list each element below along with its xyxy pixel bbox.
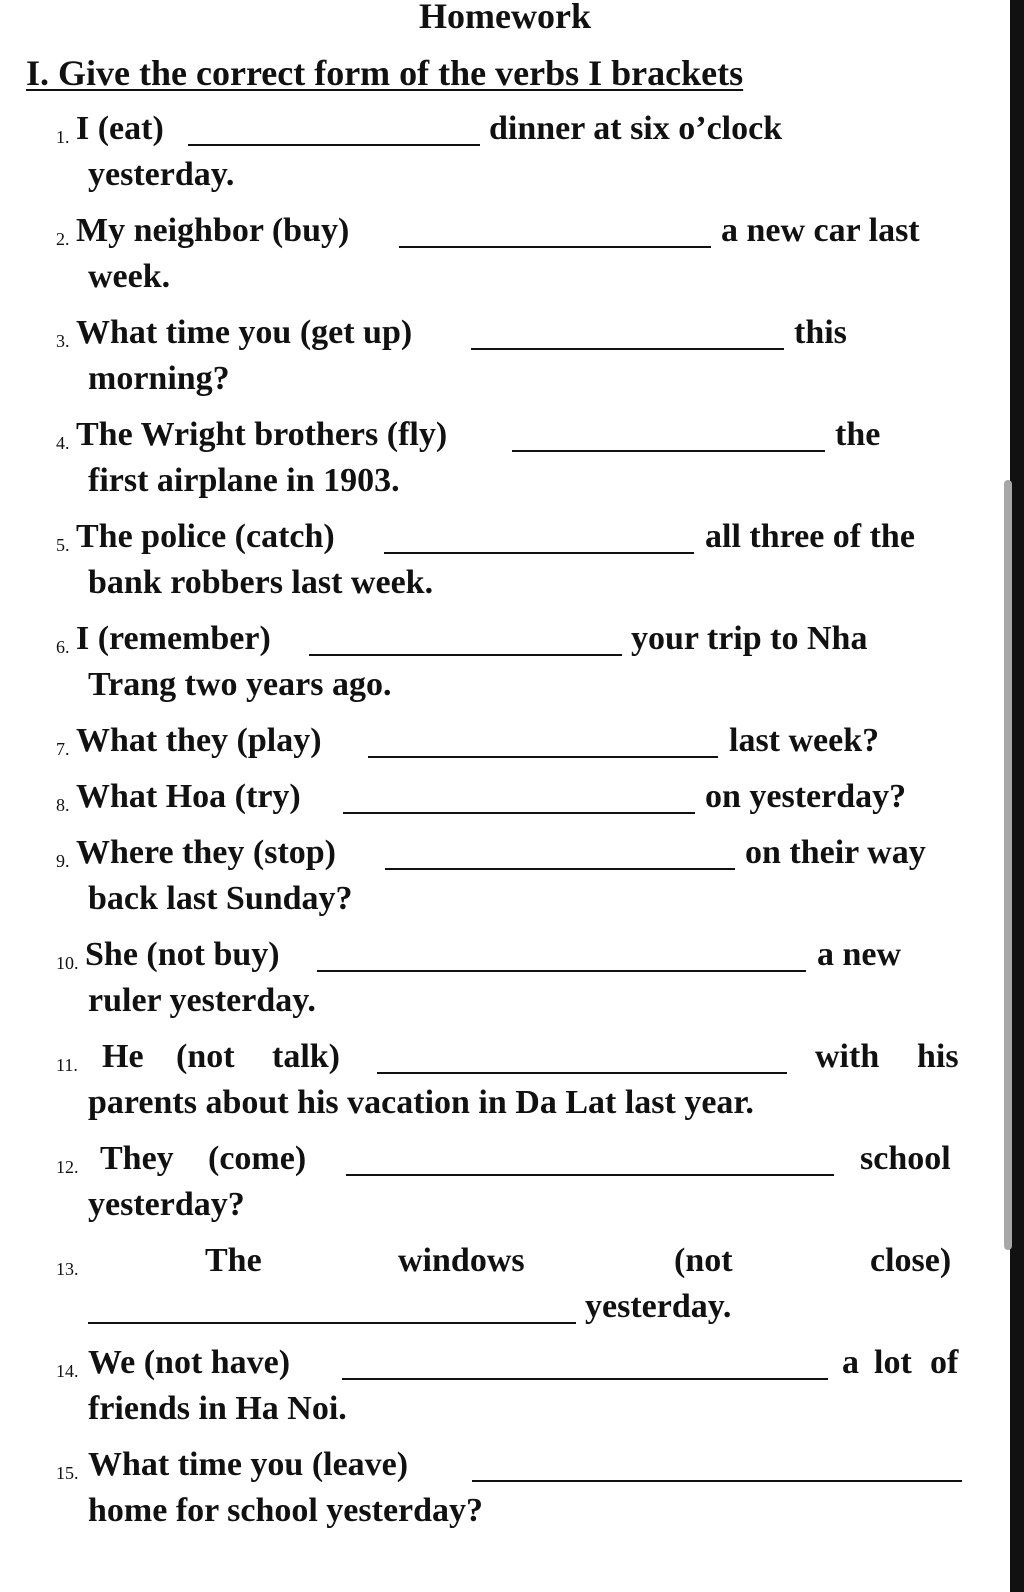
- question-number: 7.: [56, 739, 70, 759]
- question-prompt: I (eat): [76, 110, 164, 147]
- answer-blank[interactable]: [346, 1136, 834, 1176]
- question-3: [0, 310, 1010, 402]
- answer-blank[interactable]: [384, 514, 694, 554]
- question-text-after: this: [794, 314, 847, 351]
- question-text-after: school: [860, 1140, 951, 1177]
- question-prompt: What Hoa (try): [76, 778, 301, 815]
- question-8: [0, 774, 1010, 820]
- question-continuation: morning?: [88, 360, 230, 397]
- question-number: 11.: [56, 1055, 78, 1075]
- section-heading: I. Give the correct form of the verbs I brackets: [26, 53, 744, 93]
- question-prompt: I (remember): [76, 620, 271, 657]
- question-word: of: [930, 1344, 959, 1381]
- question-prompt: What time you (leave): [88, 1446, 409, 1483]
- answer-blank[interactable]: [472, 1442, 962, 1482]
- question-word: talk): [272, 1038, 340, 1075]
- answer-blank[interactable]: [512, 412, 825, 452]
- question-2: [0, 208, 1010, 300]
- question-1: [0, 106, 1010, 198]
- question-prompt: What time you (get up): [76, 314, 413, 351]
- question-text-after: a new car last: [721, 212, 920, 249]
- question-number: 1.: [56, 127, 70, 147]
- answer-blank[interactable]: [399, 208, 711, 248]
- answer-blank[interactable]: [368, 718, 718, 758]
- question-9: [0, 830, 1010, 922]
- question-continuation: first airplane in 1903.: [88, 462, 400, 499]
- question-text-after: on their way: [745, 834, 926, 871]
- question-number: 2.: [56, 229, 70, 249]
- question-continuation: home for school yesterday?: [88, 1492, 484, 1529]
- question-number: 15.: [56, 1463, 79, 1483]
- question-word: (come): [208, 1140, 307, 1177]
- question-word: They: [100, 1140, 174, 1177]
- question-word: He: [102, 1038, 144, 1075]
- question-13: [0, 1238, 1010, 1330]
- question-continuation: week.: [88, 258, 171, 295]
- question-continuation: yesterday.: [88, 156, 235, 193]
- question-word: The: [205, 1242, 262, 1279]
- scrollbar-track[interactable]: [1010, 0, 1024, 1592]
- question-number: 10.: [56, 953, 79, 973]
- question-text-after: your trip to Nha: [631, 620, 868, 657]
- answer-blank[interactable]: [317, 932, 806, 972]
- question-number: 8.: [56, 795, 70, 815]
- question-number: 5.: [56, 535, 70, 555]
- answer-blank[interactable]: [377, 1034, 787, 1074]
- question-continuation: yesterday.: [585, 1288, 732, 1325]
- question-prompt: Where they (stop): [76, 834, 336, 871]
- answer-blank[interactable]: [309, 616, 622, 656]
- question-text-after: all three of the: [705, 518, 915, 555]
- question-text-after: last week?: [729, 722, 880, 759]
- question-prompt: She (not buy): [85, 936, 280, 973]
- question-word: (not: [674, 1242, 733, 1279]
- question-word: his: [917, 1038, 959, 1075]
- question-number: 9.: [56, 851, 70, 871]
- question-number: 12.: [56, 1157, 79, 1177]
- question-prompt: The Wright brothers (fly): [76, 416, 448, 453]
- answer-blank[interactable]: [188, 106, 480, 146]
- answer-blank[interactable]: [471, 310, 784, 350]
- question-number: 13.: [56, 1259, 79, 1279]
- answer-blank[interactable]: [385, 830, 735, 870]
- answer-blank[interactable]: [342, 1340, 828, 1380]
- question-continuation: friends in Ha Noi.: [88, 1390, 347, 1427]
- question-word: a: [842, 1344, 859, 1381]
- answer-blank[interactable]: [343, 774, 695, 814]
- page-title: Homework: [419, 0, 591, 36]
- question-7: [0, 718, 1010, 764]
- question-4: [0, 412, 1010, 504]
- question-number: 3.: [56, 331, 70, 351]
- scrollbar-thumb[interactable]: [1004, 480, 1012, 1250]
- question-word: with: [815, 1038, 880, 1075]
- question-text-after: the: [835, 416, 881, 453]
- question-5: [0, 514, 1010, 606]
- question-word: (not: [176, 1038, 235, 1075]
- question-prompt: We (not have): [88, 1344, 291, 1381]
- question-12: [0, 1136, 1010, 1228]
- question-prompt: The police (catch): [76, 518, 335, 555]
- question-continuation: Trang two years ago.: [88, 666, 392, 703]
- question-word: lot: [874, 1344, 912, 1381]
- question-continuation: parents about his vacation in Da Lat last year.: [88, 1084, 754, 1121]
- question-continuation: ruler yesterday.: [88, 982, 316, 1019]
- question-15: [0, 1442, 1010, 1534]
- question-prompt: My neighbor (buy): [76, 212, 350, 249]
- question-number: 4.: [56, 433, 70, 453]
- question-number: 14.: [56, 1361, 79, 1381]
- question-continuation: back last Sunday?: [88, 880, 353, 917]
- question-6: [0, 616, 1010, 708]
- question-14: [0, 1340, 1010, 1432]
- question-11: [0, 1034, 1010, 1126]
- question-continuation: yesterday?: [88, 1186, 245, 1223]
- question-text-after: on yesterday?: [705, 778, 907, 815]
- question-word: windows: [398, 1242, 525, 1279]
- question-continuation: bank robbers last week.: [88, 564, 434, 601]
- question-number: 6.: [56, 637, 70, 657]
- answer-blank[interactable]: [88, 1284, 576, 1324]
- question-text-after: dinner at six o’clock: [489, 110, 783, 147]
- question-text-after: a new: [817, 936, 902, 973]
- question-word: close): [870, 1242, 952, 1279]
- question-10: [0, 932, 1010, 1024]
- question-prompt: What they (play): [76, 722, 322, 759]
